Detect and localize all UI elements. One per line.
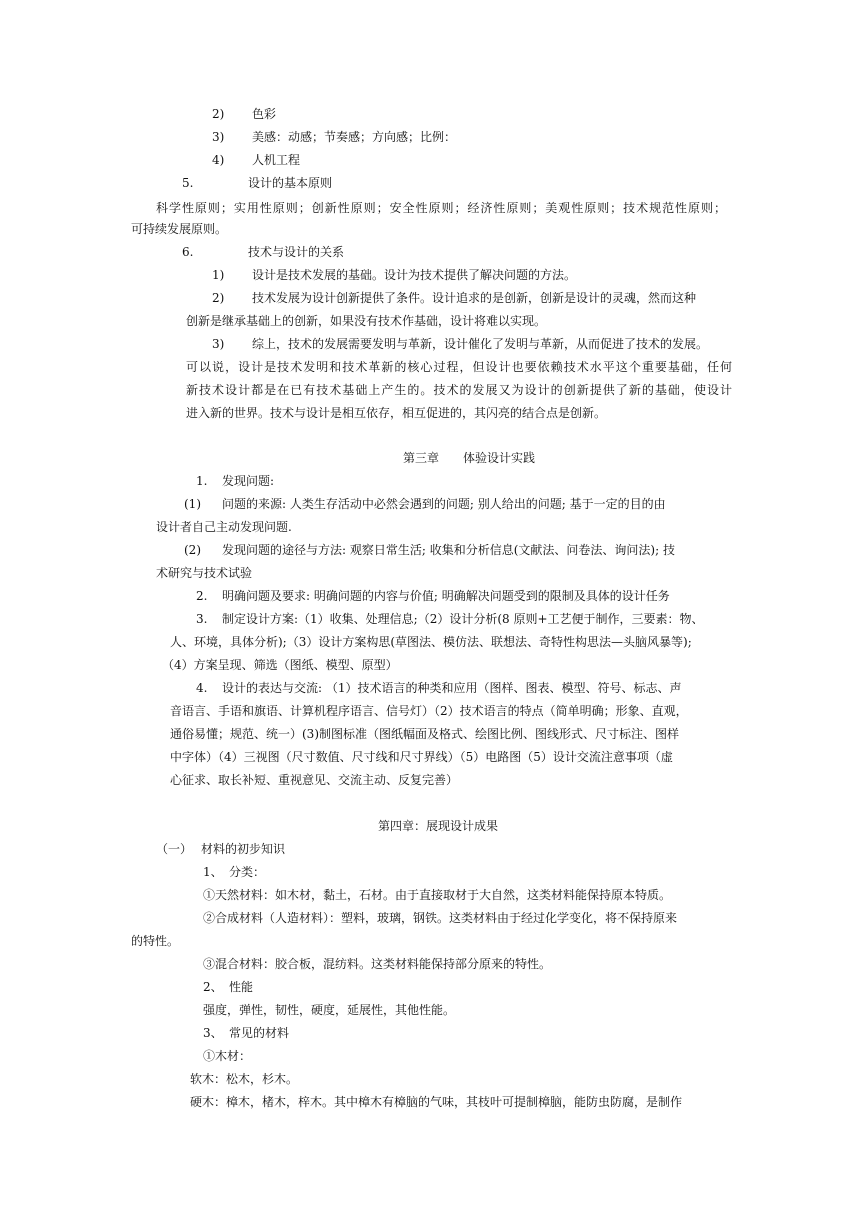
ch4-section-1-heading [156, 841, 285, 857]
list-text: 制定设计方案:（1）收集、处理信息;（2）设计分析(8 原则+工艺便于制作，三要素：物、 [222, 612, 704, 626]
paragraph-line: 进入新的世界。技术与设计是相互依存，相互促进的，其闪亮的结合点是创新。 [186, 406, 607, 420]
section-5-heading [182, 175, 332, 191]
chapter-3-title: 第三章 体验设计实践 [403, 451, 536, 465]
list-item-4 [212, 152, 300, 168]
chapter-4-title: 第四章：展现设计成果 [378, 819, 499, 833]
paragraph-line: ③混合材料：胶合板，混纺料。这类材料能保持部分原来的特性。 [203, 957, 552, 971]
paragraph-line: 新技术设计都是在已有技术基础上产生的。技术的发展又为设计的创新提供了新的基础，使设计 [186, 383, 732, 397]
paragraph-line: 可以说，设计是技术发明和技术革新的核心过程，但设计也要依赖技术水平这个重要基础，任何 [186, 360, 732, 374]
list-number: 2) [212, 291, 225, 305]
list-number: 3. [196, 612, 208, 626]
list-number: 4. [196, 681, 208, 695]
ch4-item-1 [203, 864, 265, 880]
paragraph-line: 通俗易懂；规范、统一）(3)制图标准（图纸幅面及格式、绘图比例、图线形式、尺寸标注、图样 [170, 727, 680, 741]
list-item-3 [212, 129, 456, 145]
paragraph-line: 创新是继承基础上的创新，如果没有技术作基础，设计将难以实现。 [186, 314, 547, 328]
section-title: 技术与设计的关系 [248, 245, 345, 259]
paragraph-line: 软木：松木，杉木。 [190, 1072, 299, 1086]
list-text: 常见的材料 [229, 1026, 290, 1040]
section-6-heading [182, 244, 344, 260]
paragraph-line: ①木材： [203, 1049, 252, 1063]
list-number: 3) [212, 337, 225, 351]
list-text: 问题的来源: 人类生存活动中必然会遇到的问题; 别人给出的问题; 基于一定的目的由 [222, 497, 666, 511]
list-item-2 [212, 106, 276, 122]
list-number: (2) [184, 543, 201, 557]
list-text: 美感：动感；节奏感；方向感；比例： [252, 130, 457, 144]
list-number: (1) [184, 497, 201, 511]
list-number: 1、 [203, 865, 223, 879]
paragraph-line: 设计者自己主动发现问题. [156, 520, 292, 534]
list-text: 设计的表达与交流: （1）技术语言的种类和应用（图样、图表、模型、符号、标志、声 [222, 681, 682, 695]
paragraph-line: （4）方案呈现、筛选（图纸、模型、原型） [162, 658, 398, 672]
paragraph-line: 强度，弹性，韧性，硬度，延展性，其他性能。 [203, 1003, 456, 1017]
list-text: 综上，技术的发展需要发明与革新，设计催化了发明与革新，从而促进了技术的发展。 [252, 337, 709, 351]
list-text: 性能 [229, 980, 254, 994]
list-text: 发现问题的途径与方法: 观察日常生活; 收集和分析信息(文献法、问卷法、询问法); 技 [222, 543, 675, 557]
list-text: 人机工程 [252, 153, 301, 167]
list-number: 3、 [203, 1026, 223, 1040]
paragraph-line: 音语言、手语和旗语、计算机程序语言、信号灯）（2）技术语言的特点（简单明确；形象、直观， [170, 704, 688, 718]
list-text: 分类： [229, 865, 266, 879]
list-item-6-3 [212, 336, 708, 352]
list-number: 2) [212, 107, 225, 121]
paragraph-line: 中字体）（4）三视图（尺寸数值、尺寸线和尺寸界线）（5）电路图（5）设计交流注意事项（虚 [170, 750, 673, 764]
list-number: 1) [212, 268, 225, 282]
list-item-6-1 [212, 267, 576, 283]
ch3-item-3 [196, 611, 704, 627]
ch3-item-1b [184, 542, 675, 558]
paragraph-line: 的特性。 [131, 934, 180, 948]
list-item-6-2 [212, 290, 696, 306]
paragraph-line: 硬木：樟木，楮木，梓木。其中樟木有樟脑的气味，其枝叶可提制樟脑，能防虫防腐，是制作 [190, 1095, 683, 1109]
paragraph-line: 可持续发展原则。 [131, 222, 228, 236]
section-number: 5. [182, 176, 194, 190]
paragraph-line: 心征求、取长补短、重视意见、交流主动、反复完善） [170, 773, 459, 787]
paragraph-line: 术研究与技术试验 [156, 566, 253, 580]
list-text: 发现问题: [222, 474, 275, 488]
paragraph-line: 人、环境，具体分析);（3）设计方案构思(草图法、模仿法、联想法、奇特性构思法—头脑风暴等); [170, 635, 692, 649]
list-number: 2. [196, 589, 208, 603]
ch3-item-2 [196, 588, 670, 604]
list-text: 设计是技术发展的基础。设计为技术提供了解决问题的方法。 [252, 268, 577, 282]
paragraph-line: ②合成材料（人造材料）：塑料，玻璃，钢铁。这类材料由于经过化学变化，将不保持原来 [203, 911, 678, 925]
ch3-item-4 [196, 680, 682, 696]
ch4-item-3 [203, 1025, 289, 1041]
list-text: 色彩 [252, 107, 277, 121]
ch4-item-2 [203, 979, 253, 995]
section-number: （一） [156, 842, 193, 856]
list-number: 2、 [203, 980, 223, 994]
section-title: 设计的基本原则 [248, 176, 333, 190]
paragraph-line: ①天然材料：如木材，黏土，石材。由于直接取材于大自然，这类材料能保持原本特质。 [203, 888, 672, 902]
list-number: 1. [196, 474, 208, 488]
list-text: 明确问题及要求: 明确问题的内容与价值; 明确解决问题受到的限制及具体的设计任务 [222, 589, 670, 603]
list-number: 4) [212, 153, 225, 167]
section-title: 材料的初步知识 [201, 842, 286, 856]
ch3-item-1a [184, 496, 666, 512]
section-number: 6. [182, 245, 194, 259]
ch3-item-1 [196, 473, 274, 489]
list-number: 3) [212, 130, 225, 144]
paragraph-line: 科学性原则；实用性原则；创新性原则；安全性原则；经济性原则；美观性原则；技术规范性原则； [156, 201, 726, 215]
list-text: 技术发展为设计创新提供了条件。设计追求的是创新，创新是设计的灵魂，然而这种 [252, 291, 697, 305]
